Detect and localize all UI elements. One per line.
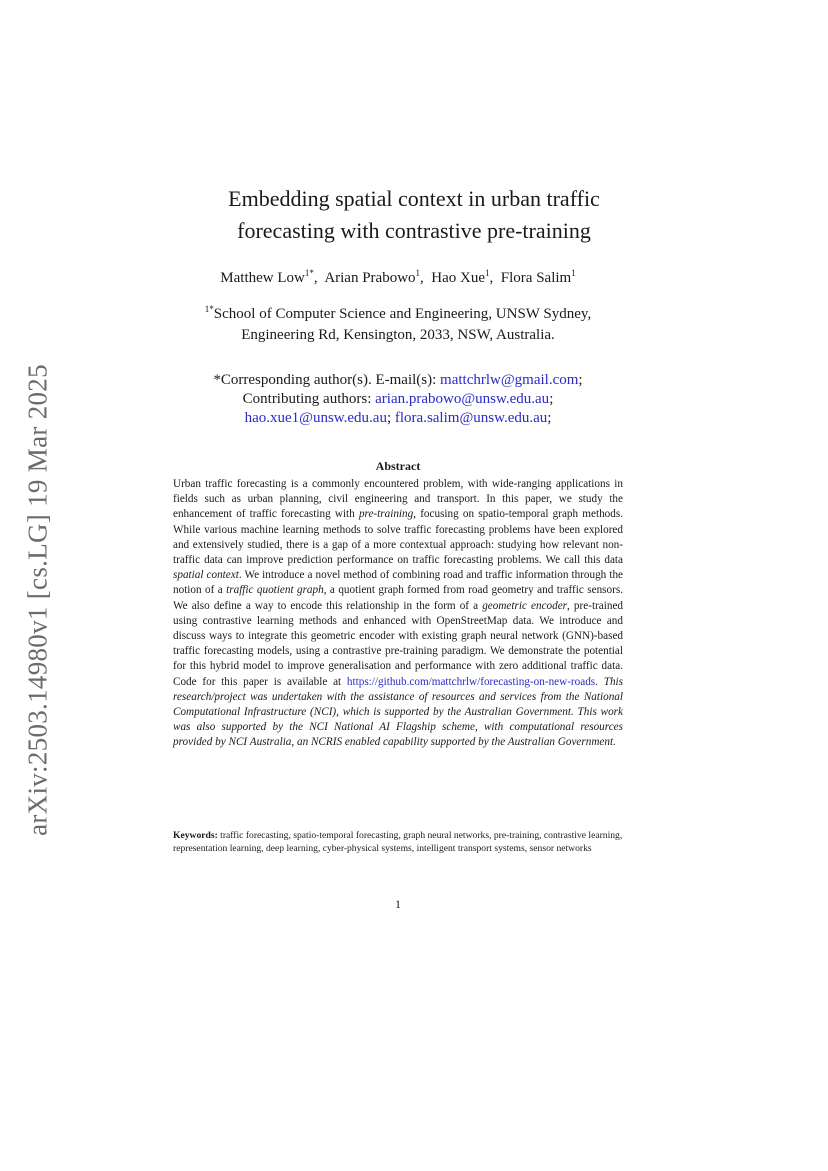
title-line: Embedding spatial context in urban traffic — [228, 186, 600, 211]
author-name: Matthew Low — [220, 270, 305, 286]
abstract-emphasis: geometric encoder — [482, 599, 568, 612]
abstract-text: , pre-trained using contrastive learning methods and enhanced with OpenStreetMap data. We introduce and discuss ways to integrate this geometric encoder with existing graph neural network (GNN)-based traffic forecasting models, using a contrastive pre-training paradigm. We demonstrate the potential for this hybrid model to improve generalisation and performance with zero additional traffic data. Code for this paper is available at — [173, 599, 624, 688]
abstract-text: . We introduce a novel method of combining road and traffic information through the notion of a — [173, 569, 624, 597]
code-repository-link[interactable]: https://github.com/mattchrlw/forecasting-on-new-roads — [346, 675, 596, 688]
paper-title — [0, 183, 828, 247]
arxiv-identifier: arXiv:2503.14980v1 [cs.LG] 19 Mar 2025 — [22, 364, 53, 836]
keywords-label: Keywords: — [173, 830, 218, 841]
affiliation-line: Engineering Rd, Kensington, 2033, NSW, Australia. — [241, 327, 555, 343]
affiliation-mark: 1* — [204, 304, 214, 314]
keywords — [173, 829, 623, 855]
page-number: 1 — [395, 897, 401, 911]
email-link-prabowo[interactable]: arian.prabowo@unsw.edu.au — [375, 391, 550, 407]
contributing-label: Contributing authors: — [242, 391, 376, 407]
author-affiliation-mark: 1* — [304, 268, 314, 278]
author-affiliation-mark: 1 — [485, 268, 490, 278]
abstract-text: , focusing on spatio-temporal graph methods. While various machine learning methods to solve traffic forecasting problems have been explored and extensively studied, there is a gap of a more contextual approach: studying how relevant non-traffic data can improve prediction performance on traffic forecasting problems. We call this data — [173, 508, 624, 567]
author-affiliation-mark: 1 — [571, 268, 576, 278]
affiliation — [0, 299, 796, 346]
author-name: Flora Salim — [500, 270, 572, 286]
affiliation-line: School of Computer Science and Engineering, UNSW Sydney, — [213, 306, 592, 322]
author-list: Matthew Low$^{1*}$, Arian Prabowo$^1$, Hao Xue$^1$, Flora Salim$^1$ — [220, 268, 576, 286]
contact-info: *Corresponding author(s). E-mail(s): mattchrlw@gmail.com; Contributing authors: arian.prabowo@unsw.edu.au; hao.xue1@unsw.edu.au; flora.salim@unsw.edu.au; — [213, 372, 583, 426]
email-link-salim[interactable]: flora.salim@unsw.edu.au — [394, 410, 548, 426]
abstract-text: , a quotient graph formed from road geometry and traffic sensors. We also define a way to encode this relationship in the form of a — [173, 584, 623, 612]
author-name: Arian Prabowo — [324, 270, 416, 286]
abstract-emphasis: spatial context — [173, 569, 239, 582]
author-affiliation-mark: 1 — [415, 268, 421, 278]
email-link-xue[interactable]: hao.xue1@unsw.edu.au — [244, 410, 387, 426]
acknowledgement-text: This research/project was undertaken with the assistance of resources and services from the National Computational Infrastructure (NCI), which is supported by the Australian Government. This work was also supported by the NCI National AI Flagship scheme, with computational resources provided by NCI Australia, an NCRIS enabled capability supported by the Australian Government. — [173, 675, 624, 749]
corresponding-label: *Corresponding author(s). E-mail(s): — [213, 372, 441, 388]
abstract-heading: Abstract — [375, 459, 421, 473]
keywords-text: traffic forecasting, spatio-temporal forecasting, graph neural networks, pre-training, contrastive learning, representation learning, deep learning, cyber-physical systems, intelligent transport systems, sensor networks — [173, 830, 623, 854]
abstract-text: Urban traffic forecasting is a commonly encountered problem, with wide-ranging applications in fields such as urban planning, civil engineering and transport. In this paper, we study the enhancement of traffic forecasting with — [173, 478, 623, 521]
corresponding-email-link[interactable]: mattchrlw@gmail.com — [440, 372, 579, 388]
abstract-emphasis: pre-training — [358, 508, 414, 521]
abstract-emphasis: traffic quotient graph — [226, 584, 324, 597]
abstract-body — [173, 477, 623, 751]
author-name: Hao Xue — [431, 270, 486, 286]
title-line: forecasting with contrastive pre-training — [237, 218, 591, 243]
abstract-text: . — [595, 675, 604, 688]
